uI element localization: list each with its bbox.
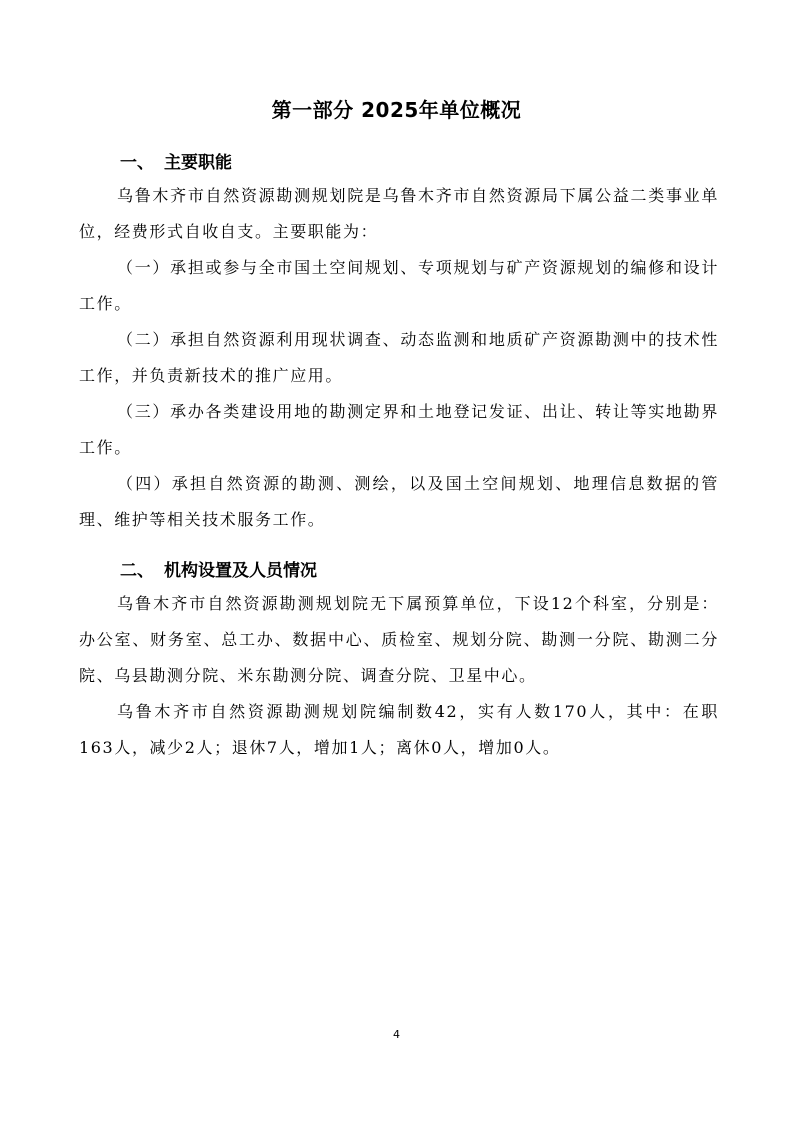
paragraph-function-1: （一）承担或参与全市国土空间规划、专项规划与矿产资源规划的编修和设计工作。 [79, 258, 719, 313]
section-number: 二、 [120, 561, 154, 581]
section-heading-organization [120, 556, 317, 581]
paragraph-intro: 乌鲁木齐市自然资源勘测规划院是乌鲁木齐市自然资源局下属公益二类事业单位，经费形式自收自支。主要职能为： [79, 186, 719, 241]
paragraph-departments: 乌鲁木齐市自然资源勘测规划院无下属预算单位，下设12个科室，分别是：办公室、财务室、总工办、数据中心、质检室、规划分院、勘测一分院、勘测二分院、乌县勘测分院、米东勘测分院、调查分院、卫星中心。 [79, 594, 719, 685]
section-number: 一、 [120, 153, 154, 173]
section-heading-functions [120, 148, 232, 173]
paragraph-function-3: （三）承办各类建设用地的勘测定界和土地登记发证、出让、转让等实地勘界工作。 [79, 402, 719, 457]
paragraph-function-2: （二）承担自然资源利用现状调查、动态监测和地质矿产资源勘测中的技术性工作，并负责新技术的推广应用。 [79, 330, 719, 385]
paragraph-staffing: 乌鲁木齐市自然资源勘测规划院编制数42，实有人数170人，其中：在职163人，减少2人；退休7人，增加1人；离休0人，增加0人。 [79, 702, 719, 757]
paragraph-function-4: （四）承担自然资源的勘测、测绘，以及国土空间规划、地理信息数据的管理、维护等相关技术服务工作。 [79, 474, 719, 529]
page-number: 4 [393, 1028, 400, 1041]
page-title: 第一部分 2025年单位概况 [271, 98, 522, 122]
section-title: 机构设置及人员情况 [164, 561, 317, 581]
section-title: 主要职能 [164, 153, 232, 173]
